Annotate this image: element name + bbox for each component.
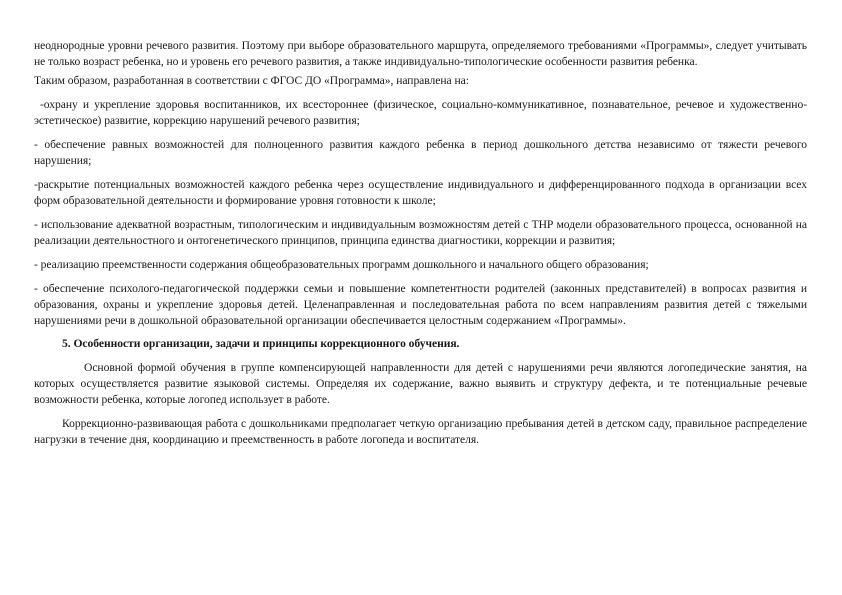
list-item-family-support: - обеспечение психолого-педагогической поддержки семьи и повышение компетентности родителей (законных представителей) в вопросах развития и образования, охраны и укрепление здоровья детей. Целенаправленная и последовательная работа по всем направлениям развития детей с тяжелыми нарушениями речи в дошкольной образовательной организации обеспечивается целостным содержанием «Программы». [34,282,807,327]
section-heading: 5. Особенности организации, задачи и принципы коррекционного обучения. [62,337,460,350]
document-page [34,38,807,448]
list-item-equal-opportunities: - обеспечение равных возможностей для полноценного развития каждого ребенка в период дошкольного детства независимо от тяжести речевого нарушения; [34,138,807,167]
paragraph-intro-continued: неоднородные уровни речевого развития. Поэтому при выборе образовательного маршрута, определяемого требованиями «Программы», следует учитывать не только возраст ребенка, но и уровень его речевого развития, а также индивидуально-типологические особенности развития ребенка. [34,39,807,68]
list-item-continuity: - реализацию преемственности содержания общеобразовательных программ дошкольного и начального общего образования; [34,258,649,271]
list-item-potential: -раскрытие потенциальных возможностей каждого ребенка через осуществление индивидуального и дифференцированного подхода в организации всех форм образовательной деятельности и формирование уровня готовности к школе; [34,178,807,207]
list-item-health: -охрану и укрепление здоровья воспитанников, их всестороннее (физическое, социально-коммуникативное, познавательное, речевое и художественно-эстетическое) развитие, коррекцию нарушений речевого развития; [34,98,807,127]
paragraph-correction-work: Коррекционно-развивающая работа с дошкольниками предполагает четкую организацию пребывания детей в детском саду, правильное распределение нагрузки в течение дня, координацию и преемственность в работе логопеда и воспитателя. [34,417,807,446]
paragraph-main-form: Основной формой обучения в группе компенсирующей направленности для детей с нарушениями речи являются логопедические занятия, на которых осуществляется развитие языковой системы. Определяя их содержание, важно выявить и структуру дефекта, и те потенциальные речевые возможности ребенка, которые логопед использует в работе. [34,361,807,406]
list-item-model: - использование адекватной возрастным, типологическим и индивидуальным возможностям детей с ТНР модели образовательного процесса, основанной на реализации деятельностного и онтогенетического принципов, принципа единства диагностики, коррекции и развития; [34,218,807,247]
paragraph-program-aims-lead: Таким образом, разработанная в соответствии с ФГОС ДО «Программа», направлена на: [34,74,469,87]
